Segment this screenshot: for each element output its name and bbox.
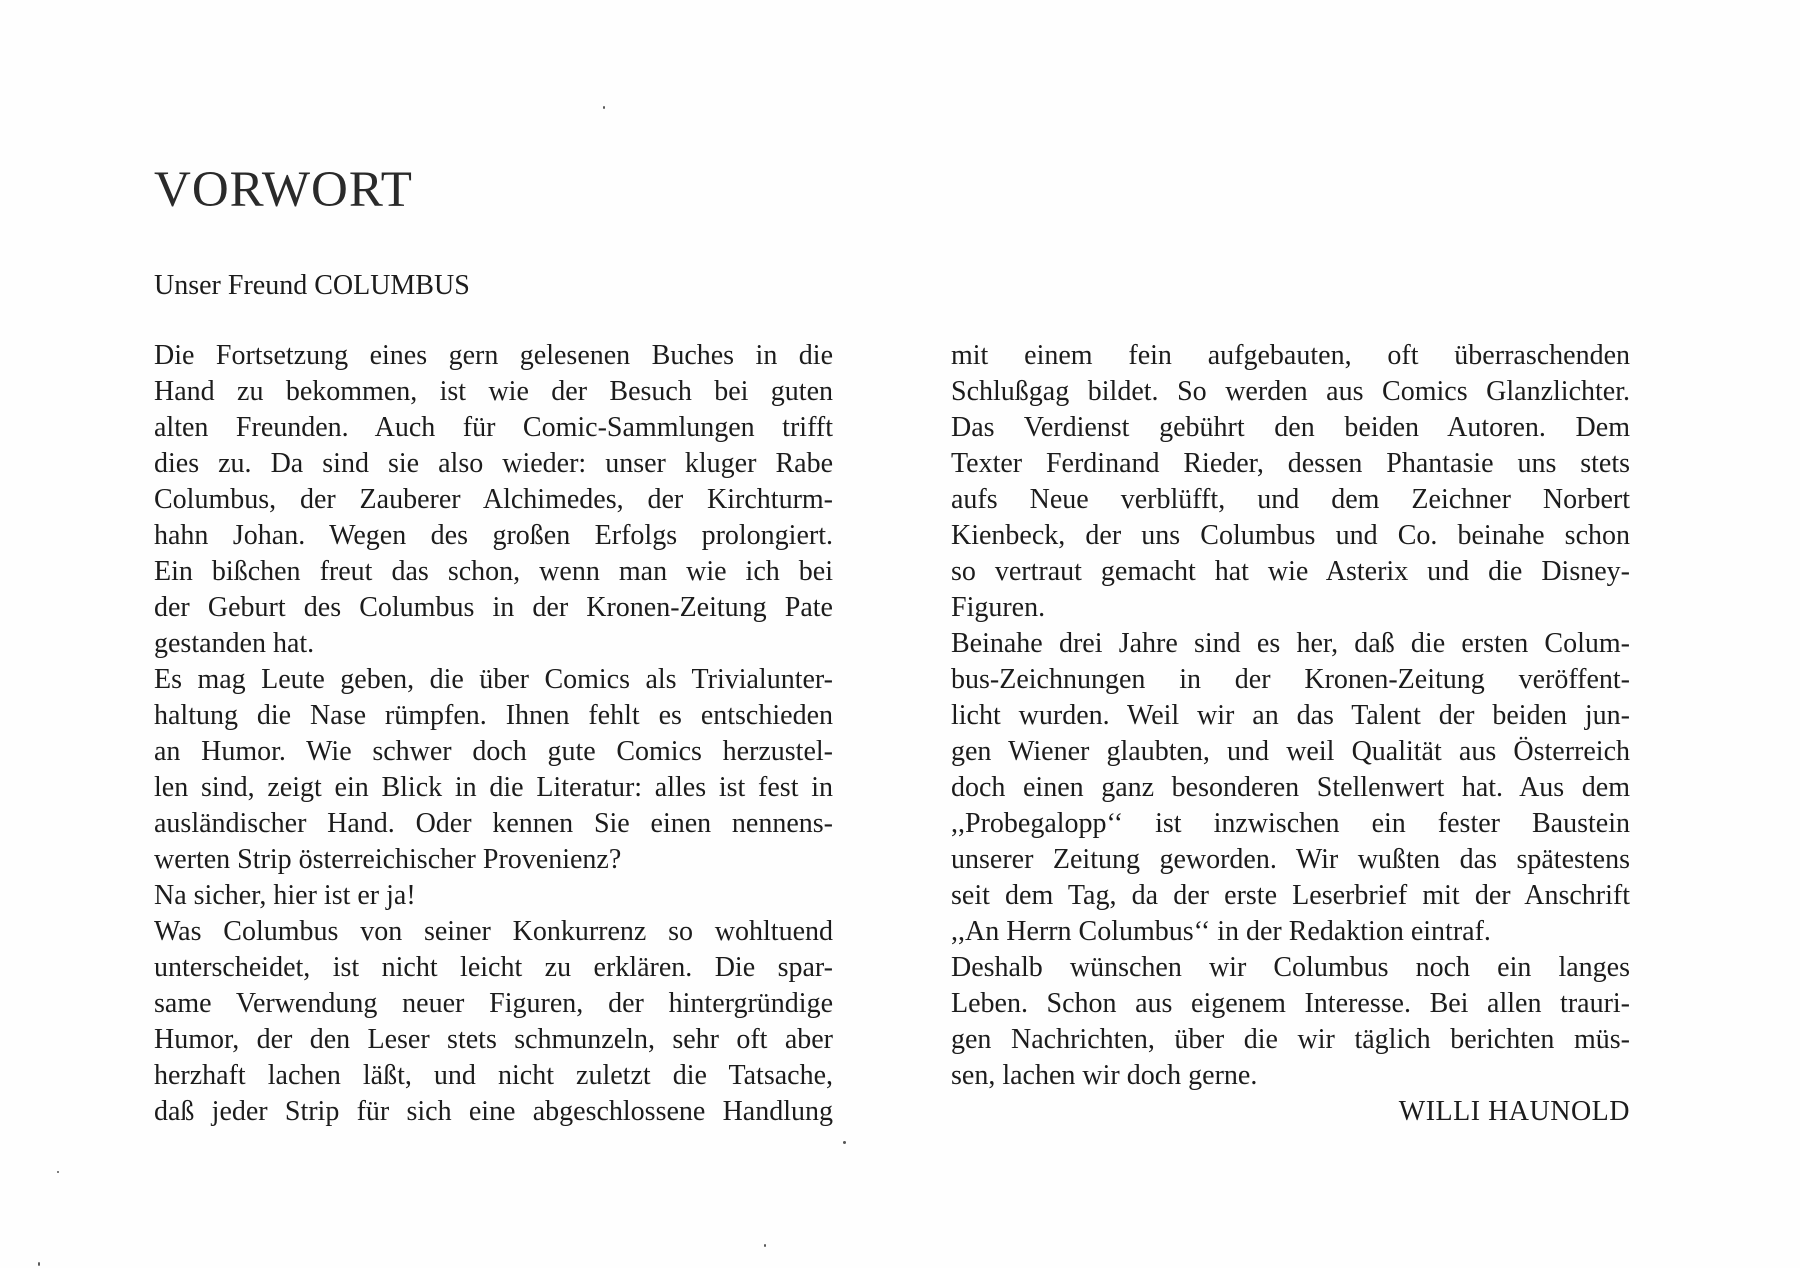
text-line: Texter Ferdinand Rieder, dessen Phantasie uns stets <box>951 448 1630 479</box>
text-line: Was Columbus von seiner Konkurrenz so wohltuend <box>154 916 833 947</box>
text-line: licht wurden. Weil wir an das Talent der beiden jun- <box>951 700 1630 731</box>
text-line: unterscheidet, ist nicht leicht zu erklären. Die spar- <box>154 952 833 983</box>
text-line: Columbus, der Zauberer Alchimedes, der Kirchturm- <box>154 484 833 515</box>
text-line: Die Fortsetzung eines gern gelesenen Buches in die <box>154 340 833 371</box>
text-line: unserer Zeitung geworden. Wir wußten das spätestens <box>951 844 1630 875</box>
text-line: Figuren. <box>951 592 1046 623</box>
text-line: hahn Johan. Wegen des großen Erfolgs prolongiert. <box>154 520 833 551</box>
subtitle: Unser Freund COLUMBUS <box>154 270 470 301</box>
text-line: Es mag Leute geben, die über Comics als Trivialunter- <box>154 664 833 695</box>
paper-speck <box>603 106 605 109</box>
text-line: bus-Zeichnungen in der Kronen-Zeitung veröffent- <box>951 664 1630 695</box>
paper-speck <box>843 1141 846 1144</box>
text-line: Deshalb wünschen wir Columbus noch ein langes <box>951 952 1630 983</box>
text-line: Leben. Schon aus eigenem Interesse. Bei allen trauri- <box>951 988 1630 1019</box>
text-line: so vertraut gemacht hat wie Asterix und die Disney- <box>951 556 1630 587</box>
text-line: Kienbeck, der uns Columbus und Co. beinahe schon <box>951 520 1630 551</box>
text-line: ausländischer Hand. Oder kennen Sie einen nennens- <box>154 808 833 839</box>
author-signature: WILLI HAUNOLD <box>1398 1096 1630 1127</box>
text-line: alten Freunden. Auch für Comic-Sammlungen trifft <box>154 412 833 443</box>
text-line: aufs Neue verblüfft, und dem Zeichner Norbert <box>951 484 1630 515</box>
text-line: sen, lachen wir doch gerne. <box>951 1060 1258 1091</box>
text-line: Beinahe drei Jahre sind es her, daß die ersten Colum- <box>951 628 1630 659</box>
text-line: Na sicher, hier ist er ja! <box>154 880 416 911</box>
text-line: herzhaft lachen läßt, und nicht zuletzt die Tatsache, <box>154 1060 833 1091</box>
paper-speck <box>38 1262 40 1266</box>
text-line: doch einen ganz besonderen Stellenwert hat. Aus dem <box>951 772 1630 803</box>
paper-speck <box>57 1171 59 1173</box>
text-line: ,,Probegalopp‘‘ ist inzwischen ein fester Baustein <box>951 808 1630 839</box>
text-line: der Geburt des Columbus in der Kronen-Zeitung Pate <box>154 592 833 623</box>
text-line: an Humor. Wie schwer doch gute Comics herzustel- <box>154 736 833 767</box>
text-line: gen Nachrichten, über die wir täglich berichten müs- <box>951 1024 1630 1055</box>
text-line: same Verwendung neuer Figuren, der hintergründige <box>154 988 833 1019</box>
text-line: Hand zu bekommen, ist wie der Besuch bei guten <box>154 376 833 407</box>
text-line: werten Strip österreichischer Provenienz? <box>154 844 622 875</box>
text-line: gen Wiener glaubten, und weil Qualität aus Österreich <box>951 736 1630 767</box>
right-column <box>951 338 1630 1130</box>
text-line: daß jeder Strip für sich eine abgeschlossene Handlung <box>154 1096 833 1127</box>
left-column <box>154 338 833 1130</box>
text-line: seit dem Tag, da der erste Leserbrief mit der Anschrift <box>951 880 1630 911</box>
page-title: VORWORT <box>154 162 413 218</box>
paper-speck <box>764 1244 766 1247</box>
text-line: gestanden hat. <box>154 628 315 659</box>
text-line: len sind, zeigt ein Blick in die Literatur: alles ist fest in <box>154 772 833 803</box>
text-line: ,,An Herrn Columbus‘‘ in der Redaktion eintraf. <box>951 916 1491 947</box>
text-line: haltung die Nase rümpfen. Ihnen fehlt es entschieden <box>154 700 833 731</box>
text-line: mit einem fein aufgebauten, oft überraschenden <box>951 340 1630 371</box>
text-line: Schlußgag bildet. So werden aus Comics Glanzlichter. <box>951 376 1630 407</box>
text-line: Das Verdienst gebührt den beiden Autoren. Dem <box>951 412 1630 443</box>
text-line: Ein bißchen freut das schon, wenn man wie ich bei <box>154 556 833 587</box>
text-line: dies zu. Da sind sie also wieder: unser kluger Rabe <box>154 448 833 479</box>
text-line: Humor, der den Leser stets schmunzeln, sehr oft aber <box>154 1024 833 1055</box>
